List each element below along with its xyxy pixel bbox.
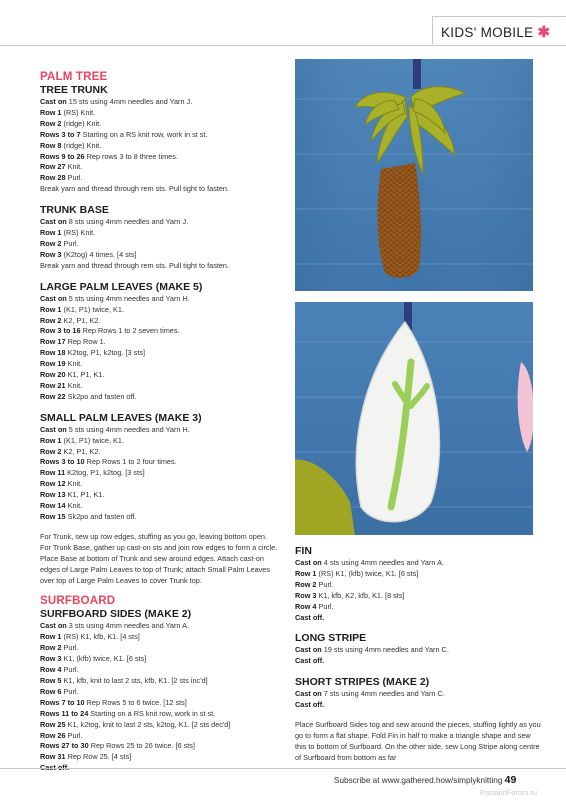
- pattern-line: [295, 656, 541, 667]
- section-header: [432, 16, 566, 44]
- pattern-line-label: Row 6: [40, 686, 62, 696]
- pattern-line-label: Rows 9 to 26: [40, 151, 85, 161]
- pattern-block-short-stripes: [295, 689, 541, 711]
- pattern-line-label: Row 22: [40, 391, 66, 401]
- pattern-line: [40, 173, 278, 184]
- section-title-palm-tree: PALM TREE: [40, 71, 108, 83]
- pattern-line-text: Knit.: [65, 380, 83, 390]
- pattern-line-label: Row 1: [40, 107, 62, 117]
- pattern-line-label: Cast on: [40, 424, 67, 434]
- pattern-line: [40, 141, 278, 152]
- pattern-line-label: Row 2: [40, 238, 62, 248]
- pattern-line-text: (K2tog) 4 times. [4 sts]: [61, 249, 137, 259]
- pattern-line-text: (RS) K1, kfb, K1. [4 sts]: [61, 632, 140, 642]
- pattern-line-text: Rep rows 3 to 8 three times.: [84, 151, 178, 161]
- pattern-line-label: Row 12: [40, 479, 66, 489]
- pattern-line-label: Cast on: [295, 689, 322, 699]
- pattern-line-label: Row 18: [40, 348, 66, 358]
- pattern-line-label: Row 2: [295, 579, 317, 589]
- left-column: [40, 71, 278, 774]
- pattern-line-text: K1, (kfb) twice, K1. [6 sts]: [61, 654, 147, 664]
- pattern-line-text: (ridge) Knit.: [61, 118, 102, 128]
- pattern-line-text: K2tog, P1, k2tog. [3 sts]: [65, 468, 145, 478]
- pattern-line-label: Cast on: [295, 558, 322, 567]
- pattern-line-label: Cast off.: [295, 700, 325, 710]
- pattern-line: [295, 613, 541, 624]
- pattern-line: [40, 326, 278, 337]
- pattern-line: [40, 479, 278, 490]
- pattern-line-label: Row 26: [40, 730, 66, 740]
- pattern-line: [40, 184, 278, 195]
- pattern-line: [40, 381, 278, 392]
- pattern-line-text: Purl.: [316, 579, 334, 589]
- pattern-line-label: Row 2: [40, 446, 62, 456]
- pattern-line-label: Row 20: [40, 370, 66, 380]
- pattern-line: [40, 305, 278, 316]
- pattern-block-small-palm-leaves: [40, 425, 278, 523]
- pattern-line-text: K1, P1, K1.: [65, 490, 105, 500]
- pattern-line-text: Knit.: [65, 479, 83, 489]
- pattern-line: [295, 591, 541, 602]
- pattern-line: [40, 152, 278, 163]
- pattern-line-text: Sk2po and fasten off.: [65, 512, 137, 521]
- pattern-line: [40, 261, 278, 272]
- pattern-line: [40, 676, 278, 687]
- pattern-line: [40, 348, 278, 359]
- pattern-line: [40, 741, 278, 752]
- pattern-line-label: Row 2: [40, 118, 62, 128]
- pattern-line-label: Row 4: [295, 601, 317, 611]
- pattern-line-text: 8 sts using 4mm needles and Yarn J.: [66, 217, 189, 227]
- pattern-line-text: Purl.: [61, 643, 79, 653]
- pattern-line-label: Cast on: [40, 217, 67, 227]
- pattern-line-label: Row 3: [295, 590, 317, 600]
- surfboard-photo: [295, 302, 533, 535]
- pattern-line-label: Cast on: [40, 621, 67, 631]
- pattern-line-label: Row 1: [40, 435, 62, 445]
- pattern-line: [40, 108, 278, 119]
- star-icon: ✱: [537, 24, 551, 41]
- pattern-line-label: Row 17: [40, 337, 66, 347]
- pattern-line-label: Rows 7 to 10: [40, 697, 85, 707]
- pattern-line-text: K1, P1, K1.: [65, 370, 105, 380]
- pattern-line: [295, 700, 541, 711]
- pattern-line: [40, 632, 278, 643]
- watermark: PassionForum.ru: [480, 788, 538, 797]
- pattern-line-label: Row 13: [40, 490, 66, 500]
- palm-tree-photo: [295, 59, 533, 291]
- pattern-line-text: Purl.: [61, 686, 79, 696]
- pattern-line-text: Rep Rows 5 to 6 twice. [12 sts]: [84, 697, 187, 707]
- palm-leaf-corner: [295, 459, 355, 535]
- pattern-line: [40, 239, 278, 250]
- pattern-line-text: Sk2po and fasten off.: [65, 391, 137, 401]
- pattern-line-label: Rows 3 to 7: [40, 129, 81, 139]
- pattern-line-text: (K1, P1) twice, K1.: [61, 304, 124, 314]
- pattern-line-text: 3 sts using 4mm needles and Yarn A.: [66, 621, 189, 631]
- footer: [334, 774, 516, 786]
- surfboard-finishing-text: Place Surfboard Sides tog and sew around the pieces, stuffing lightly as you go to form a flat shape. Fold Fin in half to make a triangle shape and sew this to bottom of Surfboard. On the other side, sew Long Stripe along centre of Surfboard from bottom as far: [295, 720, 541, 762]
- trunk: [378, 163, 422, 278]
- pattern-line-label: Row 31: [40, 752, 66, 762]
- pattern-line: [295, 689, 541, 700]
- pattern-line-label: Row 28: [40, 173, 66, 183]
- pattern-line: [295, 645, 541, 656]
- pattern-line-text: Knit.: [65, 359, 83, 369]
- subsection-title-trunk-base: TRUNK BASE: [40, 204, 109, 217]
- pattern-line-label: Rows 27 to 30: [40, 741, 89, 751]
- pattern-line: [295, 602, 541, 613]
- pattern-line-text: (RS) Knit.: [61, 228, 96, 238]
- pattern-line: [40, 512, 278, 523]
- section-header-label: KIDS' MOBILE: [441, 25, 534, 40]
- surfboard-illustration: [295, 302, 533, 535]
- subsection-title-short-stripes: SHORT STRIPES (MAKE 2): [295, 676, 430, 689]
- pattern-line-label: Row 8: [40, 140, 62, 150]
- pattern-line-text: 4 sts using 4mm needles and Yarn A.: [321, 558, 444, 567]
- pattern-line: [295, 580, 541, 591]
- subsection-title-large-palm-leaves: LARGE PALM LEAVES (MAKE 5): [40, 280, 203, 293]
- pattern-line-text: K2tog, P1, k2tog. [3 sts]: [65, 348, 146, 358]
- pattern-line-text: K1, kfb, K2, kfb, K1. [8 sts]: [316, 590, 405, 600]
- page-number: 49: [504, 774, 517, 786]
- pattern-line-label: Row 4: [40, 665, 62, 675]
- pattern-line-label: Row 25: [40, 719, 66, 729]
- pattern-line-label: Row 3: [40, 654, 62, 664]
- pattern-block-surfboard-sides: [40, 621, 278, 774]
- pattern-line: [40, 316, 278, 327]
- header-rule: [0, 45, 566, 46]
- pattern-line-label: Cast on: [40, 293, 67, 303]
- pattern-line-label: Cast on: [295, 645, 322, 655]
- pattern-line-text: 5 sts using 4mm needles and Yarn H.: [66, 424, 190, 434]
- pattern-line-label: Row 11: [40, 468, 66, 478]
- subsection-title-tree-trunk: TREE TRUNK: [40, 84, 108, 96]
- pattern-block-trunk-base: [40, 217, 278, 272]
- pattern-line: [40, 698, 278, 709]
- pattern-line: [40, 501, 278, 512]
- hanging-ribbon: [413, 59, 421, 89]
- pattern-line: [40, 337, 278, 348]
- pattern-line-text: Purl.: [61, 238, 79, 248]
- pattern-line-label: Row 1: [40, 304, 62, 314]
- pattern-line-label: Row 21: [40, 380, 66, 390]
- palm-tree-illustration: [295, 59, 533, 291]
- pattern-line-label: Row 5: [40, 675, 62, 685]
- pattern-line: [40, 97, 278, 108]
- pattern-line-text: Break yarn and thread through rem sts. Pull tight to fasten.: [40, 184, 230, 194]
- pattern-line-label: Row 14: [40, 501, 66, 511]
- section-title-surfboard: SURFBOARD: [40, 595, 116, 608]
- pattern-block-long-stripe: [295, 645, 541, 667]
- pattern-line-text: 5 sts using 4mm needles and Yarn H.: [66, 293, 190, 303]
- pattern-line-text: (RS) K1, (kfb) twice, K1. [6 sts]: [316, 568, 419, 578]
- subsection-title-fin: FIN: [295, 545, 312, 557]
- pattern-line: [40, 654, 278, 665]
- surfboard: [356, 322, 439, 522]
- pattern-line: [40, 392, 278, 403]
- pattern-line: [40, 370, 278, 381]
- pattern-line: [40, 250, 278, 261]
- right-column: [295, 545, 541, 764]
- pattern-line-label: Row 2: [40, 315, 62, 325]
- pattern-line: [295, 569, 541, 580]
- pattern-line-text: (ridge) Knit.: [61, 140, 102, 150]
- pattern-line: [40, 425, 278, 436]
- pattern-line: [40, 709, 278, 720]
- pattern-line-text: Purl.: [61, 665, 79, 675]
- pattern-line: [40, 447, 278, 458]
- pattern-line-label: Row 1: [295, 568, 317, 578]
- pattern-line-text: Break yarn and thread through rem sts. Pull tight to fasten.: [40, 260, 230, 270]
- pattern-line: [40, 130, 278, 141]
- pattern-line-text: Knit.: [65, 162, 83, 172]
- pattern-line-text: Rep Rows 1 to 2 four times.: [84, 457, 177, 467]
- pattern-line-text: K2, P1, K2.: [61, 315, 101, 325]
- subsection-title-long-stripe: LONG STRIPE: [295, 632, 367, 645]
- pattern-line: [40, 119, 278, 130]
- subsection-title-surfboard-sides: SURFBOARD SIDES (MAKE 2): [40, 608, 192, 621]
- pattern-line: [40, 731, 278, 742]
- pattern-line-text: (K1, P1) twice, K1.: [61, 435, 124, 445]
- pink-object-edge: [518, 362, 533, 452]
- pattern-line-text: Purl.: [316, 601, 334, 611]
- pattern-line-text: Rep Rows 25 to 26 twice. [6 sts]: [88, 741, 195, 751]
- pattern-line-text: Knit.: [65, 501, 83, 511]
- pattern-line: [40, 457, 278, 468]
- pattern-line-label: Row 1: [40, 228, 62, 238]
- pattern-line: [40, 468, 278, 479]
- pattern-line-label: Rows 3 to 10: [40, 457, 85, 467]
- pattern-line-text: K1, k2tog, knit to last 2 sts, k2tog, K1. [2 sts dec'd]: [65, 719, 231, 729]
- pattern-line: [40, 217, 278, 228]
- pattern-line-label: Row 3: [40, 249, 62, 259]
- pattern-line: [40, 162, 278, 173]
- pattern-line-label: Cast on: [40, 97, 67, 106]
- subsection-title-small-palm-leaves: SMALL PALM LEAVES (MAKE 3): [40, 411, 202, 424]
- pattern-line-text: K2, P1, K2.: [61, 446, 101, 456]
- pattern-line: [40, 752, 278, 763]
- pattern-line-label: Row 3 to 16: [40, 326, 81, 336]
- pattern-line: [40, 621, 278, 632]
- pattern-line-text: K1, kfb, knit to last 2 sts, kfb, K1. [2 sts inc'd]: [61, 675, 208, 685]
- pattern-line: [40, 687, 278, 698]
- pattern-line: [295, 558, 541, 569]
- pattern-line-text: 7 sts using 4mm needles and Yarn C.: [321, 689, 445, 699]
- pattern-line: [40, 490, 278, 501]
- pattern-line-text: (RS) Knit.: [61, 107, 96, 117]
- pattern-line-label: Row 27: [40, 162, 66, 172]
- pattern-line-label: Row 15: [40, 512, 66, 521]
- pattern-line: [40, 228, 278, 239]
- pattern-line-label: Cast off.: [295, 612, 325, 622]
- pattern-block-tree-trunk: [40, 97, 278, 195]
- pattern-line-text: Purl.: [65, 173, 83, 183]
- pattern-line-text: 19 sts using 4mm needles and Yarn C.: [321, 645, 449, 655]
- pattern-line-text: Rep Row 25. [4 sts]: [65, 752, 132, 762]
- pattern-line-label: Cast off.: [295, 656, 325, 666]
- pattern-line: [40, 359, 278, 370]
- pattern-line-label: Row 2: [40, 643, 62, 653]
- palm-tree-finishing-text: For Trunk, sew up row edges, stuffing as you go, leaving bottom open. For Trunk Base, gather up cast-on sts and join row edges to form a circle. Place Base at bottom of Trunk and sew around edges. Attach cast-on edges of Large Palm Leaves to top of Trunk; attach Small Palm Leaves over top of Large Palm Leaves to cover Trunk top.: [40, 531, 278, 585]
- pattern-line-text: Rep Rows 1 to 2 seven times.: [80, 326, 180, 336]
- footer-rule: [0, 768, 566, 769]
- subscribe-link[interactable]: Subscribe at www.gathered.how/simplyknitting: [334, 776, 503, 785]
- pattern-block-fin: [295, 558, 541, 623]
- pattern-line-label: Row 1: [40, 632, 62, 642]
- pattern-line-label: Row 19: [40, 359, 66, 369]
- pattern-line-label: Rows 11 to 24: [40, 708, 89, 718]
- pattern-line: [40, 294, 278, 305]
- pattern-block-large-palm-leaves: [40, 294, 278, 403]
- pattern-line-text: 15 sts using 4mm needles and Yarn J.: [66, 97, 193, 106]
- pattern-line-text: Purl.: [65, 730, 83, 740]
- pattern-line: [40, 436, 278, 447]
- pattern-line-text: Starting on a RS knit row, work in st st.: [88, 708, 216, 718]
- pattern-line: [40, 643, 278, 654]
- pattern-line-text: Starting on a RS knit row, work in st st.: [80, 129, 208, 139]
- pattern-line-text: Rep Row 1.: [65, 337, 106, 347]
- pattern-line: [40, 720, 278, 731]
- pattern-line: [40, 665, 278, 676]
